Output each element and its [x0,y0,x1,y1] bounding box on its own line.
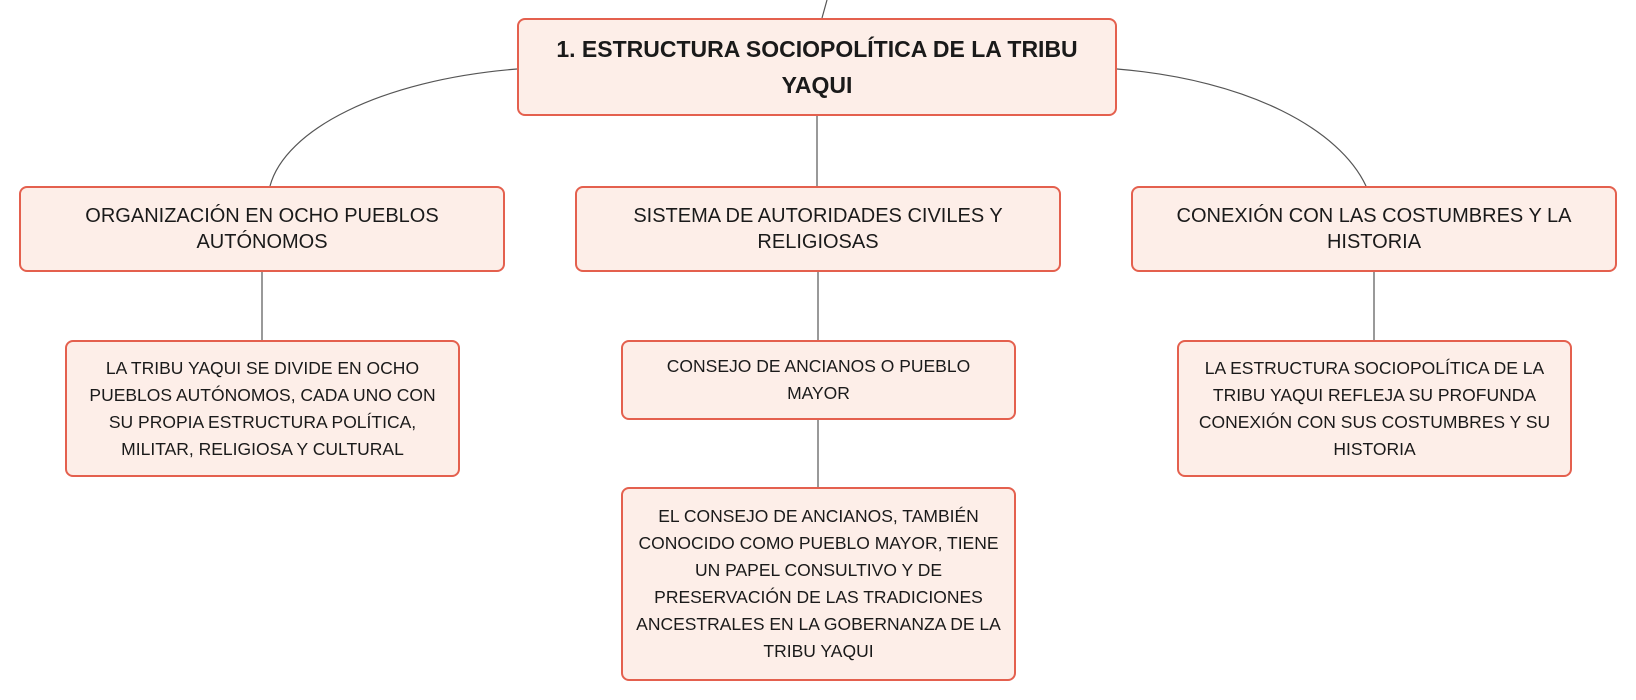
topic-organizacion-ocho-pueblos[interactable] [19,186,505,272]
topic-organizacion-label: ORGANIZACIÓN EN OCHO PUEBLOS AUTÓNOMOS [85,205,439,253]
subtopic-consejo-descripcion-label: EL CONSEJO DE ANCIANOS, TAMBIÉN CONOCIDO COMO PUEBLO MAYOR, TIENE UN PAPEL CONSULTIVO Y DE PRESERVACIÓN DE LAS TRADICIONES ANCESTRALES EN LA GOBERNANZA DE LA TRIBU YAQUI [636,506,1001,661]
root-topic-label: 1. ESTRUCTURA SOCIOPOLÍTICA DE LA TRIBU YAQUI [556,36,1078,98]
subtopic-consejo-ancianos-label: CONSEJO DE ANCIANOS O PUEBLO MAYOR [666,356,971,403]
subtopic-consejo-ancianos[interactable] [621,340,1016,420]
subtopic-conexion-descripcion[interactable] [1177,340,1572,477]
topic-conexion-label: CONEXIÓN CON LAS COSTUMBRES Y LA HISTORIA [1176,205,1572,253]
subtopic-organizacion-descripcion-label: LA TRIBU YAQUI SE DIVIDE EN OCHO PUEBLOS AUTÓNOMOS, CADA UNO CON SU PROPIA ESTRUCTURA POLÍTICA, MILITAR, RELIGIOSA Y CULTURAL [89,357,436,459]
topic-sistema-autoridades[interactable] [575,186,1061,272]
subtopic-conexion-descripcion-label: LA ESTRUCTURA SOCIOPOLÍTICA DE LA TRIBU YAQUI REFLEJA SU PROFUNDA CONEXIÓN CON SUS COSTUMBRES Y SU HISTORIA [1198,357,1551,459]
connector-root-to-organizacion [270,69,517,186]
topic-conexion-costumbres[interactable] [1131,186,1617,272]
subtopic-organizacion-descripcion[interactable] [65,340,460,477]
topic-sistema-label: SISTEMA DE AUTORIDADES CIVILES Y RELIGIOSAS [633,205,1003,253]
connector-root-to-conexion [1117,69,1366,186]
connector-parent-to-root [822,0,827,18]
subtopic-consejo-descripcion[interactable] [621,487,1016,681]
root-topic[interactable] [517,18,1117,116]
